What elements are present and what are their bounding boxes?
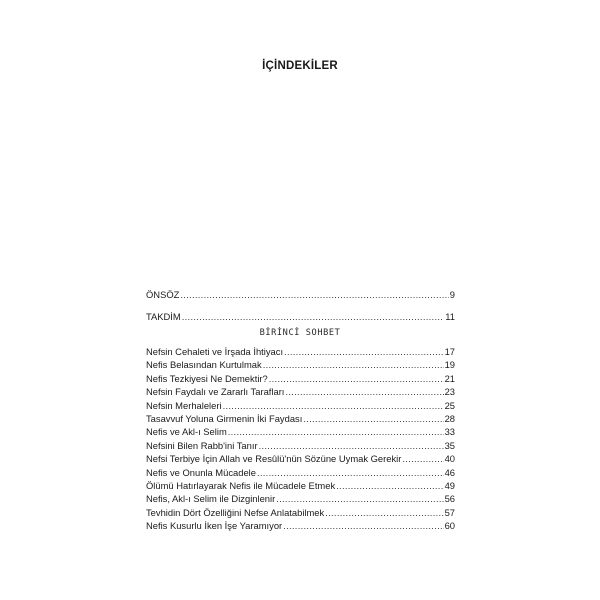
toc-entry xyxy=(146,466,455,479)
toc-entry-page: 35 xyxy=(444,439,455,451)
toc-entry-label: Nefis Belasından Kurtulmak xyxy=(146,359,262,371)
toc-entry-page: 21 xyxy=(444,372,455,384)
toc-entry-label: TAKDİM xyxy=(146,311,181,322)
toc-entry xyxy=(146,506,455,519)
dot-leader xyxy=(402,452,443,465)
page-title: İÇİNDEKİLER xyxy=(262,60,338,72)
toc-entry xyxy=(146,399,455,412)
dot-leader xyxy=(284,345,444,358)
toc-entry-label: Nefis Tezkiyesi Ne Demektir? xyxy=(146,372,268,384)
toc-entry-label: Nefis ve Akl-ı Selim xyxy=(146,426,227,438)
toc-entry xyxy=(146,358,455,371)
toc-entry xyxy=(146,439,455,452)
dot-leader xyxy=(228,425,444,438)
toc-entry-page: 60 xyxy=(444,520,455,532)
toc-entry-label: Nefsini Bilen Rabb'ini Tanır xyxy=(146,439,258,451)
toc-entry-label: Nefis Kusurlu İken İşe Yaramıyor xyxy=(146,520,283,532)
section-entry-list xyxy=(146,345,455,532)
toc-entry-page: 17 xyxy=(444,345,455,357)
toc-entry-label: Nefis ve Onunla Mücadele xyxy=(146,466,256,478)
dot-leader xyxy=(276,492,443,505)
toc-entry-page: 49 xyxy=(444,479,455,491)
section-heading: BİRİNCİ SOHBET xyxy=(259,328,341,338)
toc-entry-label: Nefsin Faydalı ve Zararlı Tarafları xyxy=(146,386,285,398)
toc-entry-label: Tasavvuf Yoluna Girmenin İki Faydası xyxy=(146,412,303,424)
toc-entry xyxy=(146,372,455,385)
toc-entry xyxy=(146,303,455,325)
dot-leader xyxy=(269,372,444,385)
toc-entry-page: 56 xyxy=(444,493,455,505)
dot-leader xyxy=(283,519,443,532)
dot-leader xyxy=(180,287,448,303)
dot-leader xyxy=(325,506,443,519)
toc-entry-label: Nefis, Akl-ı Selim ile Dizginlenir xyxy=(146,493,276,505)
front-matter-list xyxy=(146,281,455,325)
toc-entry-label: Tevhidin Dört Özelliğini Nefse Anlatabilmek xyxy=(146,506,325,518)
dot-leader xyxy=(223,399,444,412)
dot-leader xyxy=(336,479,443,492)
dot-leader xyxy=(182,309,445,325)
dot-leader xyxy=(259,439,444,452)
toc-entry-page: 28 xyxy=(444,412,455,424)
toc-entry-page: 25 xyxy=(444,399,455,411)
toc-entry-label: Ölümü Hatırlayarak Nefis ile Mücadele Etmek xyxy=(146,479,336,491)
toc-entry xyxy=(146,385,455,398)
toc-entry-page: 19 xyxy=(444,359,455,371)
toc-entry-page: 57 xyxy=(444,506,455,518)
toc-entry-page: 11 xyxy=(445,311,455,322)
dot-leader xyxy=(257,466,444,479)
toc-entry xyxy=(146,412,455,425)
toc-entry-page: 23 xyxy=(444,386,455,398)
toc-entry-label: Nefsin Merhaleleri xyxy=(146,399,222,411)
toc-entry xyxy=(146,492,455,505)
toc-entry xyxy=(146,281,455,303)
toc-entry-page: 33 xyxy=(444,426,455,438)
toc-entry-label: Nefsi Terbiye İçin Allah ve Resûlü'nün Sözüne Uymak Gerekir xyxy=(146,453,402,465)
toc-entry xyxy=(146,519,455,532)
toc-entry-label: ÖNSÖZ xyxy=(146,289,180,300)
dot-leader xyxy=(285,385,443,398)
toc-entry xyxy=(146,452,455,465)
toc-entry xyxy=(146,425,455,438)
toc-entry xyxy=(146,345,455,358)
toc-entry-page: 9 xyxy=(449,289,455,300)
toc-entry-label: Nefsin Cehaleti ve İrşada İhtiyacı xyxy=(146,345,284,357)
toc-entry-page: 46 xyxy=(444,466,455,478)
toc-entry xyxy=(146,479,455,492)
dot-leader xyxy=(303,412,443,425)
toc-entry-page: 40 xyxy=(444,453,455,465)
dot-leader xyxy=(263,358,444,371)
